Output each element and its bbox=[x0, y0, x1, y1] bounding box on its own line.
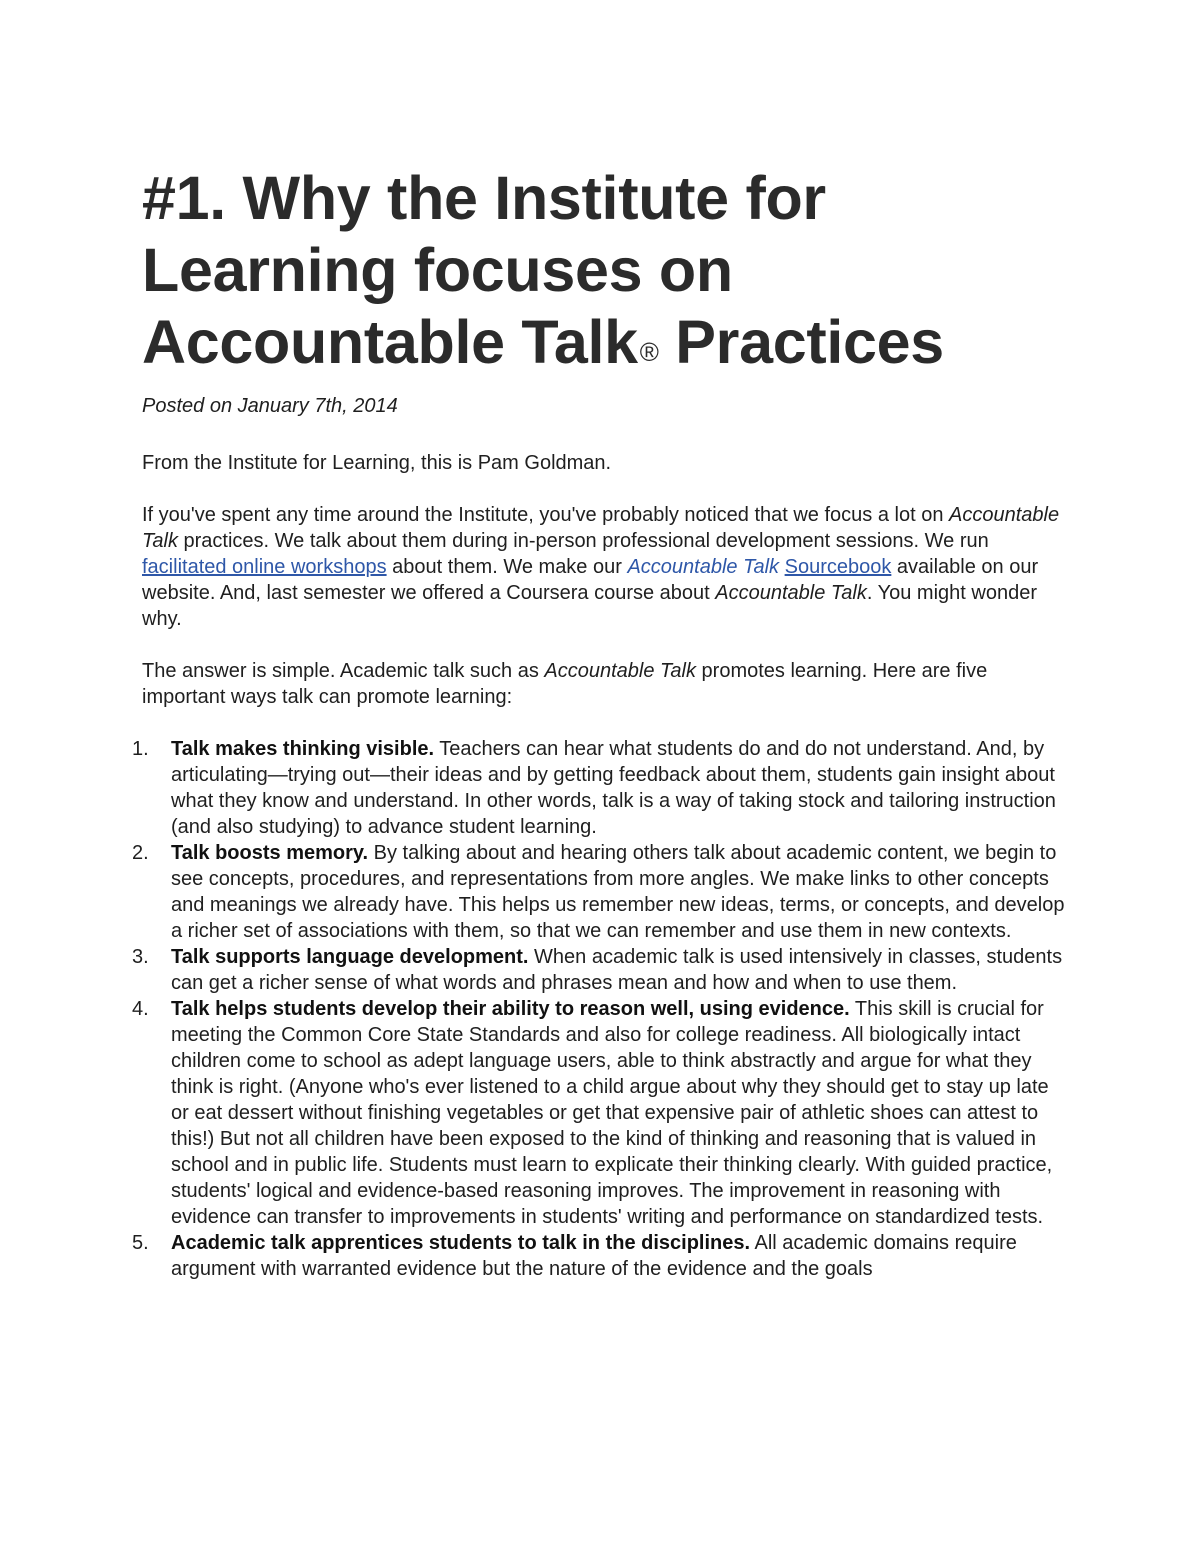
para1-emphasis: Accountable Talk bbox=[142, 504, 1060, 552]
para1-text: about them. We make our bbox=[386, 556, 628, 578]
list-number: 3. bbox=[132, 946, 149, 968]
list-number: 1. bbox=[132, 738, 149, 760]
para2-text: The answer is simple. Academic talk such as bbox=[142, 660, 545, 682]
list-item bbox=[132, 840, 1067, 944]
article-title bbox=[142, 162, 1067, 378]
list-item-text: This skill is crucial for meeting the Common Core State Standards and also for college readiness. All biologically intact children come to school as adept language users, able to think abstractly and argue for what they think is right. (Anyone who's ever listened to a child argue about why they should get to stay up late or eat dessert without finishing vegetables or get that expensive pair of athletic shoes can attest to this!) But not all children have been exposed to the kind of thinking and reasoning that is valued in school and in public life. Students must learn to explicate their thinking clearly. With guided practice, students' logical and evidence-based reasoning improves. The improvement in reasoning with evidence can transfer to improvements in students' writing and performance on standardized tests. bbox=[171, 998, 1053, 1228]
list-item-text: All academic domains require argument with warranted evidence but the nature of the evidence and the goals bbox=[171, 1232, 1017, 1280]
list-item bbox=[132, 1230, 1067, 1282]
document-page bbox=[132, 162, 1067, 1282]
title-text: #1. Why the Institute for Learning focuses on Accountable Talk bbox=[142, 164, 826, 376]
list-item-heading: Talk supports language development. bbox=[171, 946, 529, 968]
posted-date: Posted on January 7th, 2014 bbox=[142, 395, 398, 417]
list-item-heading: Talk boosts memory. bbox=[171, 842, 369, 864]
para2-emphasis: Accountable Talk bbox=[544, 660, 696, 682]
paragraph-answer bbox=[142, 658, 1067, 710]
list-number: 5. bbox=[132, 1232, 149, 1254]
title-text-end: Practices bbox=[658, 308, 944, 376]
list-item bbox=[132, 944, 1067, 996]
list-number: 4. bbox=[132, 998, 149, 1020]
list-item-text: When academic talk is used intensively in classes, students can get a richer sense of what words and phrases mean and how and when to use them. bbox=[171, 946, 1063, 994]
registered-mark: ® bbox=[639, 337, 659, 367]
para1-emphasis-link[interactable]: Accountable Talk bbox=[627, 556, 780, 578]
para1-text: practices. We talk about them during in-person professional development sessions. We run bbox=[177, 530, 989, 552]
list-item-text: Teachers can hear what students do and do not understand. And, by articulating—trying out—their ideas and by getting feedback about them, students gain insight about what they know and understand. In other words, talk is a way of taking stock and tailoring instruction (and also studying) to advance student learning. bbox=[171, 738, 1056, 838]
list-item-text: By talking about and hearing others talk about academic content, we begin to see concepts, procedures, and representations from more angles. We make links to other concepts and meanings we already have. This helps us remember new ideas, terms, or concepts, and develop a richer set of associations with them, so that we can remember and use them in new contexts. bbox=[171, 842, 1065, 942]
para1-text: available on our website. And, last semester we offered a Coursera course about bbox=[142, 556, 1039, 604]
list-number: 2. bbox=[132, 842, 149, 864]
sourcebook-link[interactable]: Sourcebook bbox=[784, 556, 892, 578]
list-item bbox=[132, 996, 1067, 1230]
list-item bbox=[132, 736, 1067, 840]
list-item-heading: Talk helps students develop their ability to reason well, using evidence. bbox=[171, 998, 850, 1020]
para1-text: If you've spent any time around the Institute, you've probably noticed that we focus a lot on bbox=[142, 504, 950, 526]
intro-paragraph: From the Institute for Learning, this is Pam Goldman. bbox=[142, 452, 612, 474]
list-item-heading: Academic talk apprentices students to talk in the disciplines. bbox=[171, 1232, 751, 1254]
list-item-heading: Talk makes thinking visible. bbox=[171, 738, 435, 760]
reasons-list bbox=[132, 736, 1067, 1282]
para1-text: . You might wonder why. bbox=[142, 582, 1037, 630]
workshops-link[interactable]: facilitated online workshops bbox=[142, 556, 387, 578]
para2-text: promotes learning. Here are five important ways talk can promote learning: bbox=[142, 660, 988, 708]
paragraph-focus bbox=[142, 502, 1067, 632]
para1-emphasis: Accountable Talk bbox=[715, 582, 867, 604]
